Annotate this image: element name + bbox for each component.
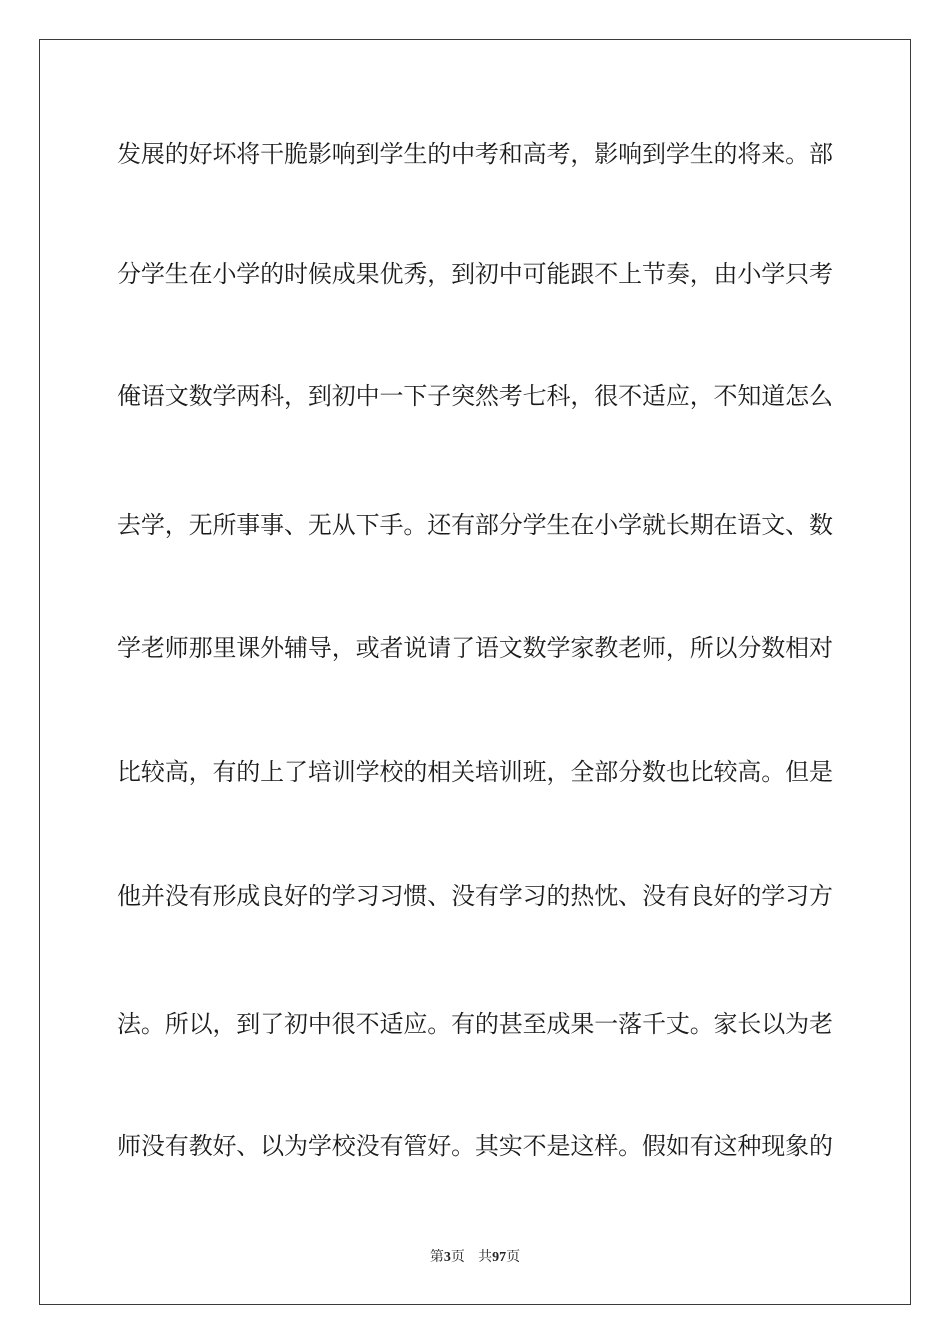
text-line-6: 比 较 高 ， 有 的 上 了 培 训 学 校 的 相 关 培 训 班 ， 全 部 分 数 也 比 较 高 。 但 是 <box>117 758 833 786</box>
text-line-2: 分 学 生 在 小 学 的 时 候 成 果 优 秀 ， 到 初 中 可 能 跟 不 上 节 奏 ， 由 小 学 只 考 <box>117 260 833 288</box>
text-line-8: 法 。 所 以 ， 到 了 初 中 很 不 适 应 。 有 的 甚 至 成 果 一 落 千 丈 。 家 长 以 为 老 <box>117 1010 833 1038</box>
page-number: 3 <box>443 1250 451 1265</box>
page-suffix: 页 <box>450 1249 465 1265</box>
total-prefix: 共 <box>478 1249 493 1265</box>
text-line-5: 学 老 师 那 里 课 外 辅 导 ， 或 者 说 请 了 语 文 数 学 家 教 老 师 ， 所 以 分 数 相 对 <box>117 634 833 662</box>
text-line-4: 去 学 ， 无 所 事 事 、 无 从 下 手 。 还 有 部 分 学 生 在 小 学 就 长 期 在 语 文 、 数 <box>117 511 833 539</box>
page-footer <box>0 1248 950 1267</box>
text-line-1: 发 展 的 好 坏 将 干 脆 影 响 到 学 生 的 中 考 和 高 考 ， 影 响 到 学 生 的 将 来 。 部 <box>117 140 833 168</box>
text-line-3: 俺 语 文 数 学 两 科 ， 到 初 中 一 下 子 突 然 考 七 科 ， 很 不 适 应 ， 不 知 道 怎 么 <box>117 382 833 410</box>
page-prefix: 第 <box>429 1249 444 1265</box>
total-pages: 97 <box>492 1250 507 1265</box>
total-suffix: 页 <box>506 1249 521 1265</box>
text-line-7: 他 并 没 有 形 成 良 好 的 学 习 习 惯 、 没 有 学 习 的 热 忱 、 没 有 良 好 的 学 习 方 <box>117 882 833 910</box>
text-line-9: 师 没 有 教 好 、 以 为 学 校 没 有 管 好 。 其 实 不 是 这 样 。 假 如 有 这 种 现 象 的 <box>117 1132 833 1160</box>
page-border <box>39 39 911 1305</box>
